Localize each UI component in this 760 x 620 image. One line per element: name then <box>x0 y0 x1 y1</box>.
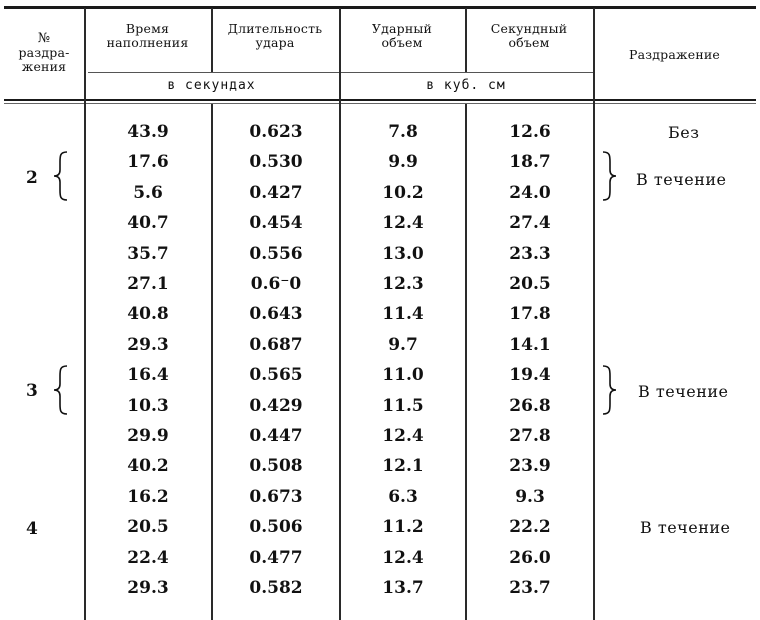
table-cell: 0.582 <box>249 578 303 598</box>
header-bottom-rule-2 <box>4 103 756 104</box>
right-brace-icon <box>600 364 618 416</box>
top-rule <box>4 6 756 9</box>
stimulation-label: В течение <box>636 170 727 189</box>
stimulation-label: В течение <box>640 518 731 537</box>
table-cell: 12.4 <box>382 426 424 446</box>
table-cell: 20.5 <box>509 274 551 294</box>
table-cell: 0.508 <box>249 456 303 477</box>
table-row <box>0 543 760 573</box>
table-cell: 14.1 <box>509 334 551 355</box>
table-cell: 0.530 <box>249 152 303 173</box>
table-cell: 13.7 <box>382 578 424 598</box>
table-cell: 43.9 <box>127 122 169 142</box>
table-cell: 12.3 <box>382 274 424 294</box>
table-cell: 13.0 <box>382 243 424 264</box>
table-row <box>0 330 760 360</box>
table-cell: 12.6 <box>509 122 551 142</box>
table-cell: 0.506 <box>249 517 303 538</box>
units-rule <box>88 72 593 73</box>
table-cell: 9.9 <box>388 152 418 173</box>
table-cell: 23.9 <box>509 456 551 477</box>
table-cell: 40.2 <box>127 456 169 477</box>
table-cell: 0.477 <box>249 547 303 568</box>
header-second-volume: Секундный объем <box>490 21 568 50</box>
table-cell: 9.7 <box>388 334 418 355</box>
table-row <box>0 421 760 451</box>
stimulation-label: В течение <box>638 382 729 401</box>
table-row <box>0 299 760 329</box>
table-cell: 0.447 <box>249 426 303 446</box>
table-cell: 0.6⁻0 <box>250 274 302 294</box>
group-number: 4 <box>26 519 38 539</box>
table-cell: 11.2 <box>382 517 424 538</box>
table-cell: 27.4 <box>509 213 551 234</box>
header-duration: Длительность удара <box>227 21 323 50</box>
table-cell: 23.3 <box>509 243 551 264</box>
table-cell: 0.556 <box>249 243 303 264</box>
table-cell: 17.6 <box>127 152 169 173</box>
table-cell: 29.3 <box>127 334 169 355</box>
table-cell: 0.454 <box>249 213 303 234</box>
table-cell: 20.5 <box>127 517 169 538</box>
table-cell: 11.4 <box>382 304 424 325</box>
table-cell: 19.4 <box>509 365 551 386</box>
table-cell: 22.4 <box>127 547 169 568</box>
table-row <box>0 573 760 603</box>
group-number: 3 <box>26 381 38 401</box>
table-cell: 11.5 <box>382 395 424 416</box>
table-cell: 0.673 <box>249 486 303 507</box>
table-cell: 7.8 <box>388 122 418 142</box>
table-cell: 40.7 <box>127 213 169 234</box>
table-cell: 35.7 <box>127 243 169 264</box>
group-number: 2 <box>26 168 38 188</box>
table-row <box>0 269 760 299</box>
table-cell: 5.6 <box>133 182 163 203</box>
table-cell: 29.9 <box>127 426 169 446</box>
header-stimulation: Раздражение <box>629 47 720 62</box>
table-cell: 12.4 <box>382 547 424 568</box>
table-cell: 29.3 <box>127 578 169 598</box>
table-cell: 16.2 <box>127 486 169 507</box>
table-cell: 17.8 <box>509 304 551 325</box>
table-cell: 0.427 <box>249 182 303 203</box>
header-bottom-rule <box>4 99 756 101</box>
table-cell: 40.8 <box>127 304 169 325</box>
table-row <box>0 482 760 512</box>
table-cell: 0.429 <box>249 395 303 416</box>
header-fill-time: Время наполнения <box>106 21 189 50</box>
unit-seconds: в секундах <box>167 78 256 93</box>
table-cell: 10.3 <box>127 395 169 416</box>
table-cell: 12.4 <box>382 213 424 234</box>
header-number: № раздра- жения <box>18 31 70 74</box>
table-row <box>0 239 760 269</box>
table-cell: 0.687 <box>249 334 303 355</box>
table-row <box>0 451 760 481</box>
table-cell: 26.0 <box>509 547 551 568</box>
table-cell: 12.1 <box>382 456 424 477</box>
left-brace-icon <box>52 150 70 202</box>
unit-cubic-cm: в куб. см <box>426 78 506 93</box>
table-cell: 0.623 <box>249 122 303 142</box>
table-cell: 0.565 <box>249 365 303 386</box>
table-cell: 9.3 <box>515 486 545 507</box>
header-stroke-volume: Ударный объем <box>371 21 433 50</box>
table-cell: 18.7 <box>509 152 551 173</box>
table-row <box>0 208 760 238</box>
table-cell: 27.8 <box>509 426 551 446</box>
table-cell: 0.643 <box>249 304 303 325</box>
table-cell: 24.0 <box>509 182 551 203</box>
table-cell: 10.2 <box>382 182 424 203</box>
table-cell: 11.0 <box>382 365 424 386</box>
table-cell: 23.7 <box>509 578 551 598</box>
table-cell: 22.2 <box>509 517 551 538</box>
left-brace-icon <box>52 364 70 416</box>
table-cell: 27.1 <box>127 274 169 294</box>
table-cell: 16.4 <box>127 365 169 386</box>
right-brace-icon <box>600 150 618 202</box>
table-cell: 6.3 <box>388 486 418 507</box>
table-row <box>0 117 760 147</box>
stimulation-label: Без <box>668 123 700 142</box>
table-cell: 26.8 <box>509 395 551 416</box>
